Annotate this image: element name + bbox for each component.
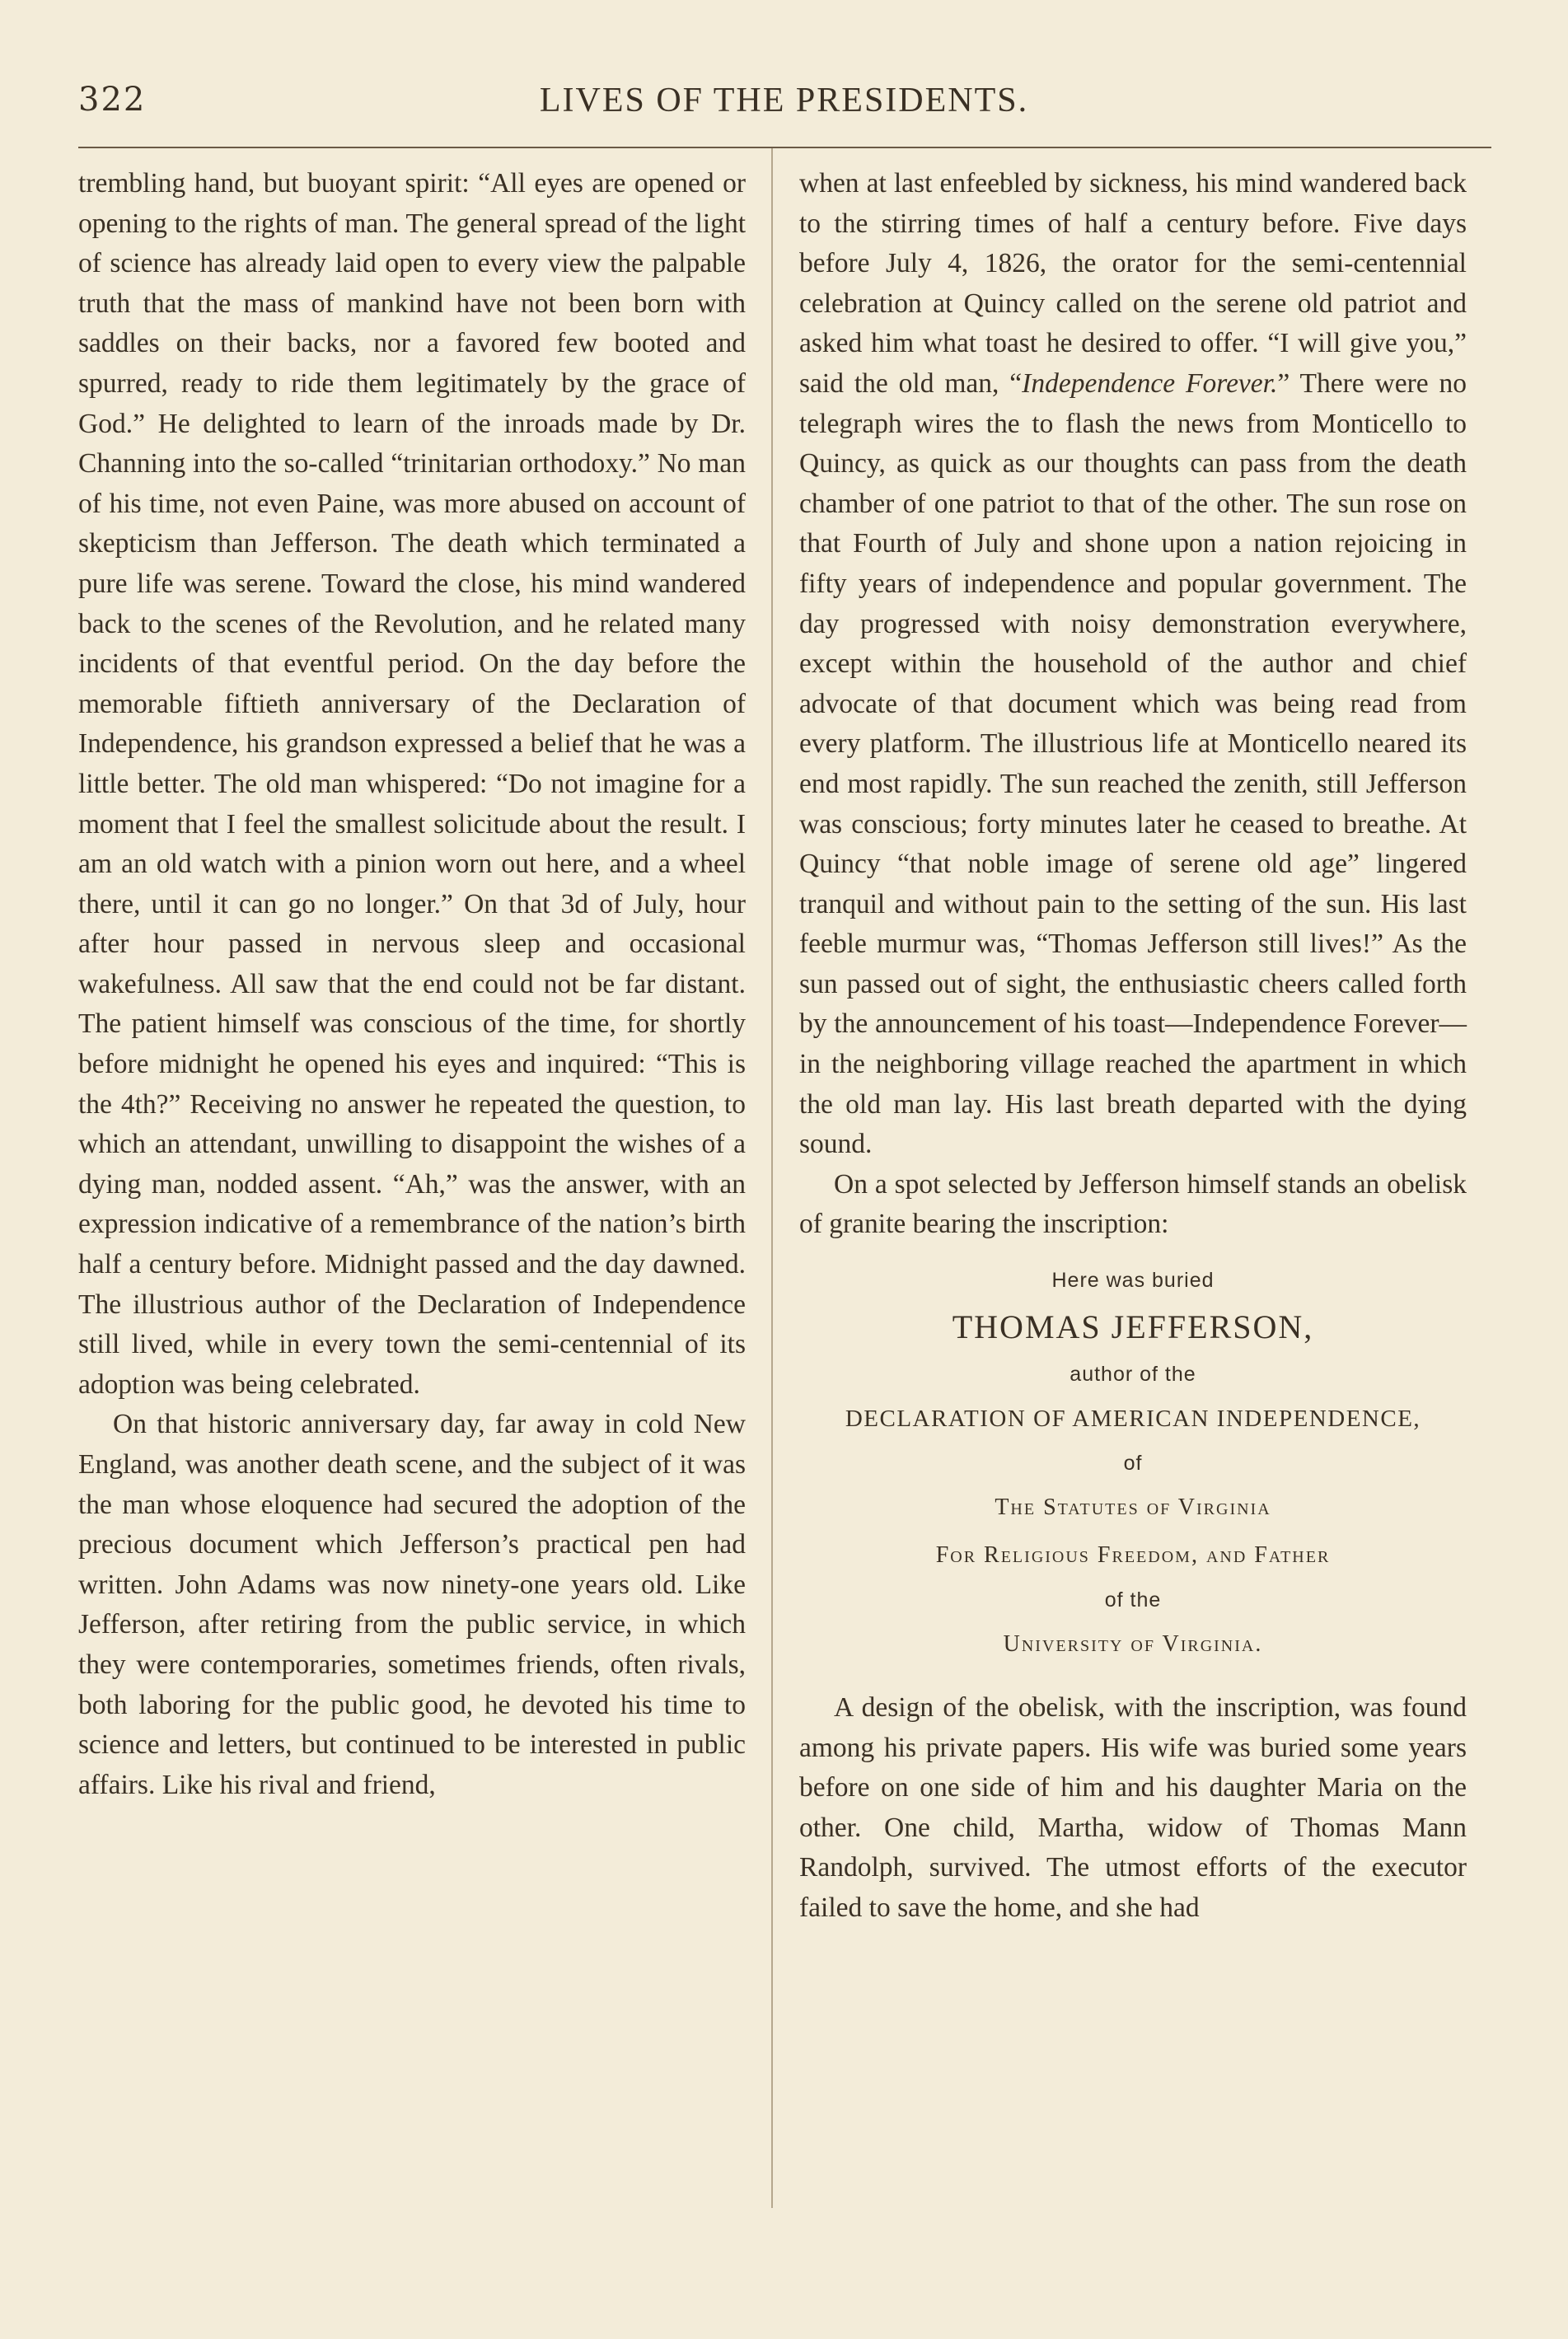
inscription-name: THOMAS JEFFERSON,: [952, 1308, 1314, 1346]
inscription-line-4: DECLARATION OF AMERICAN INDEPENDENCE,: [845, 1406, 1421, 1433]
left-paragraph-1: trembling hand, but buoyant spirit: “All eyes are opened or opening to the rights of man. The general spread of the light of science has already laid open to every view the palpable truth that the mass of mankind have not been born with saddles on their backs, nor a favored few booted and spurred, ready to ride them legitimately by the grace of God.” He delighted to learn of the inroads made by Dr. Channing into the so-called “trinitarian orthodoxy.” No man of his time, not even Paine, was more abused on account of skepticism than Jefferson. The death which terminated a pure life was serene. Toward the close, his mind wandered back to the scenes of the Revolution, and he related many incidents of that eventful period. On the day before the memorable fiftieth anniversary of the Declaration of Independence, his grandson expressed a belief that he was a little better. The old man whispered: “Do not imagine for a moment that I feel the smallest solicitude about the result. I am an old watch with a pinion worn out here, and a wheel there, until it can go no longer.” On that 3d of July, hour after hour passed in nervous sleep and occasional wakefulness. All saw that the end could not be far distant. The patient himself was conscious of the time, for shortly before midnight he opened his eyes and inquired: “This is the 4th?” Receiving no answer he repeated the question, to which an attendant, unwilling to disappoint the wishes of a dying man, nodded assent. “Ah,” was the answer, with an expression indicative of a remembrance of the nation’s birth half a century before. Midnight passed and the day dawned. The illustrious author of the Declaration of Independence still lived, while in every town the semi-centennial of its adoption was being celebrated.: [78, 168, 746, 1400]
inscription-line-6: The Statutes of Virginia: [995, 1495, 1271, 1521]
inscription-line-9: University of Virginia.: [1003, 1631, 1263, 1658]
page-number: 322: [78, 81, 147, 119]
inscription-line-3: author of the: [1070, 1363, 1196, 1387]
inscription-line-8: of the: [1104, 1588, 1162, 1612]
obelisk-inscription: [799, 1260, 1467, 1668]
inscription-line-7: For Religious Freedom, and Father: [935, 1542, 1331, 1569]
left-column: [78, 164, 746, 1805]
running-title: LIVES OF THE PRESIDENTS.: [539, 82, 1029, 119]
inscription-line-5: of: [1123, 1452, 1143, 1476]
left-paragraph-2: On that historic anniversary day, far away in cold New England, was another death scene, and the subject of it was the man whose eloquence had secured the adoption of the precious document which Jefferson’s practical pen had written. John Adams was now ninety-one years old. Like Jefferson, after retiring from the public service, in which they were contemporaries, sometimes friends, often rivals, both laboring for the public good, he devoted his time to science and letters, but continued to be interested in public affairs. Like his rival and friend,: [78, 1409, 746, 1800]
right-paragraph-2: On a spot selected by Jefferson himself stands an obelisk of granite bearing the inscription:: [799, 1168, 1467, 1240]
right-paragraph-1-text-b: ” There were no telegraph wires the to flash the news from Monticello to Quincy, as quick as our thoughts can pass from the death chamber of one patriot to that of the other. The sun rose on that Fourth of July and shone upon a nation rejoicing in fifty years of independence and popular government. The day progressed with noisy demonstration everywhere, except within the household of the author and chief advocate of that document which was being read from every platform. The illustrious life at Monticello neared its end most rapidly. The sun reached the zenith, still Jefferson was conscious; forty minutes later he ceased to breathe. At Quincy “that noble image of serene old age” lingered tranquil and without pain to the setting of the sun. His last feeble murmur was, “Thomas Jefferson still lives!” As the sun passed out of sight, the enthusiastic cheers called forth by the announcement of his toast—Independence Forever—in the neighboring village reached the apartment in which the old man lay. His last breath departed with the dying sound.: [799, 367, 1467, 1160]
toast-italic: Independence Forever.: [1022, 367, 1278, 399]
inscription-line-1: Here was buried: [1051, 1269, 1215, 1293]
right-paragraph-3: A design of the obelisk, with the inscription, was found among his private papers. His wife was buried some years before on one side of him and his daughter Maria on the other. One child, Martha, widow of Thomas Mann Randolph, survived. The utmost efforts of the executor failed to save the home, and she had: [799, 1692, 1467, 1923]
column-divider: [771, 148, 773, 2208]
header-rule: [78, 147, 1491, 148]
right-paragraph-1: [799, 164, 1467, 1165]
right-column: [799, 164, 1467, 1929]
right-paragraph-1-text-a: when at last enfeebled by sickness, his mind wandered back to the stirring times of half a century before. Five days before July 4, 1826, the orator for the semi-centennial celebration at Quincy called on the serene old patriot and asked him what toast he desired to offer. “I will give you,” said the old man, “: [799, 168, 1467, 399]
